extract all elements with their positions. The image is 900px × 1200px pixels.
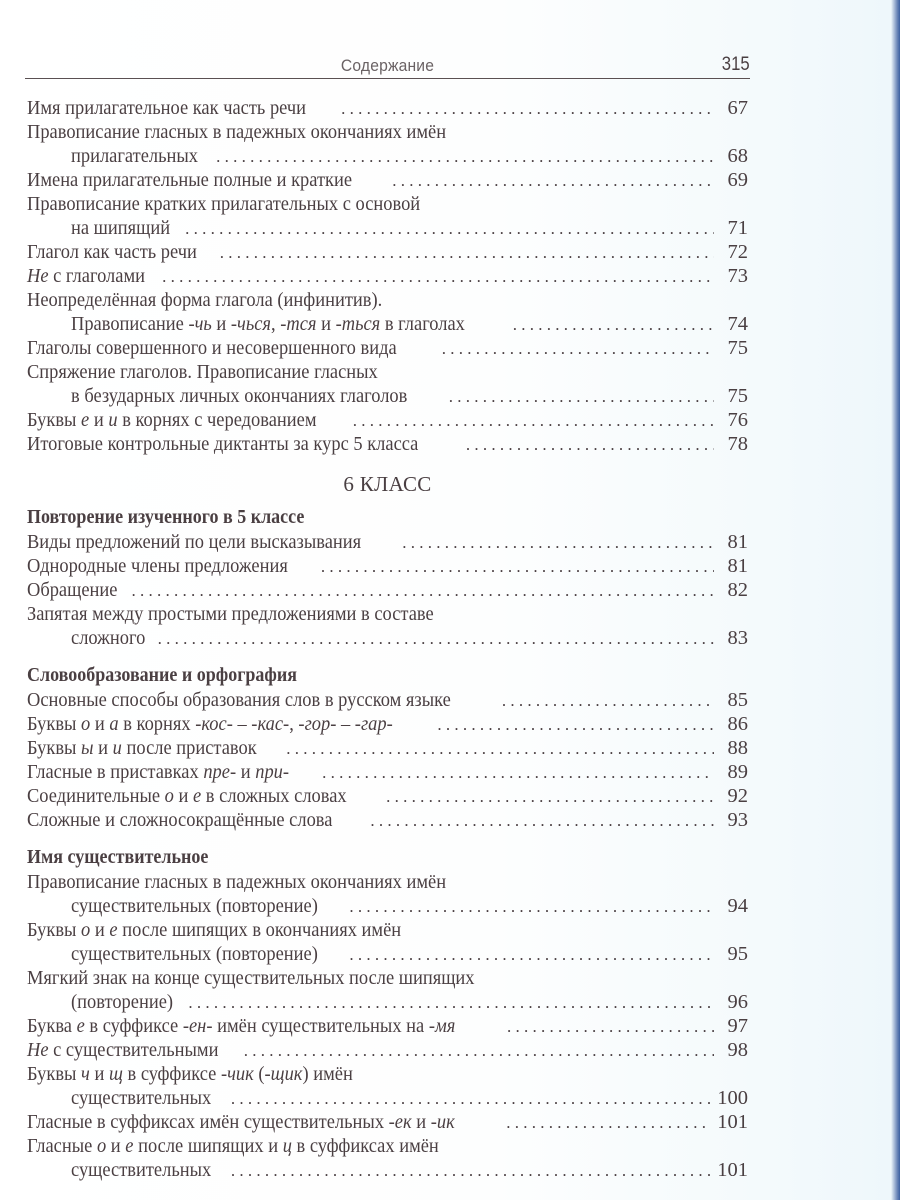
group-title: Повторение изученного в 5 классе — [27, 506, 305, 528]
toc-entry[interactable]: Гласные в приставках пре- и при- . . . 89 — [27, 760, 748, 784]
toc-entry[interactable]: Буква е в суффиксе -ен- имён существительных на -мя . . . 97 — [27, 1014, 748, 1038]
toc-entry-continuation[interactable]: существительных (повторение) . . . 95 — [27, 942, 748, 966]
toc-page-number: 101 — [717, 1159, 748, 1181]
running-header — [25, 52, 750, 79]
toc-entry[interactable]: Буквы о и е после шипящих в окончаниях имён — [27, 919, 402, 941]
toc-page-number: 101 — [717, 1111, 748, 1133]
toc-page-number: 93 — [727, 809, 748, 831]
toc-entry[interactable]: Глагол как часть речи . . . 72 — [27, 240, 748, 264]
dot-leader — [402, 531, 714, 555]
toc-entry-continuation[interactable]: существительных (повторение) . . . 94 — [27, 894, 748, 918]
dot-leader — [158, 627, 714, 651]
toc-entry[interactable]: Итоговые контрольные диктанты за курс 5 класса . . . 78 — [27, 432, 748, 456]
toc-entry[interactable]: Глаголы совершенного и несовершенного вида . . . 75 — [27, 336, 748, 360]
dot-leader — [162, 265, 714, 289]
toc-entry[interactable]: Сложные и сложносокращённые слова . . . 93 — [27, 808, 748, 832]
toc-page-number: 74 — [727, 313, 748, 335]
toc-page-number: 78 — [727, 433, 748, 455]
toc-entry-continuation[interactable]: существительных . . . 101 — [27, 1158, 748, 1182]
toc-page-number: 81 — [727, 555, 748, 577]
dot-leader — [353, 409, 714, 433]
toc-entry[interactable]: Неопределённая форма глагола (инфинитив). — [27, 289, 383, 311]
dot-leader — [132, 579, 714, 603]
toc-entry-continuation[interactable]: сложного . . . 83 — [27, 626, 748, 650]
dot-leader — [513, 313, 714, 337]
table-of-contents — [27, 96, 748, 1182]
toc-entry[interactable]: Соединительные о и е в сложных словах . . . 92 — [27, 784, 748, 808]
dot-leader — [231, 1087, 711, 1111]
toc-page-number: 82 — [727, 579, 748, 601]
toc-entry-continuation[interactable]: существительных . . . 100 — [27, 1086, 748, 1110]
dot-leader — [349, 943, 714, 967]
dot-leader — [188, 991, 714, 1015]
dot-leader — [286, 737, 714, 761]
toc-page-number: 71 — [727, 217, 748, 239]
toc-page-number: 97 — [727, 1015, 748, 1037]
page-number: 315 — [722, 54, 750, 75]
toc-entry[interactable]: Буквы ч и щ в суффиксе -чик (-щик) имён — [27, 1063, 353, 1085]
toc-page-number: 86 — [727, 713, 748, 735]
toc-entry-continuation[interactable]: Правописание -чь и -чься, -тся и -ться в глаголах . . . 74 — [27, 312, 748, 336]
toc-entry-continuation[interactable]: прилагательных . . . 68 — [27, 144, 748, 168]
group-title: Словообразование и орфография — [27, 664, 297, 686]
toc-entry[interactable]: Имена прилагательные полные и краткие . . . 69 — [27, 168, 748, 192]
dot-leader — [220, 241, 714, 265]
toc-page-number: 88 — [727, 737, 748, 759]
toc-entry[interactable]: Виды предложений по цели высказывания . . . 81 — [27, 530, 748, 554]
toc-entry[interactable]: Буквы ы и и после приставок . . . 88 — [27, 736, 748, 760]
section-title: 6 КЛАСС — [343, 472, 432, 496]
dot-leader — [386, 785, 714, 809]
dot-leader — [502, 689, 714, 713]
dot-leader — [341, 97, 714, 121]
toc-entry[interactable]: Имя прилагательное как часть речи . . . 67 — [27, 96, 748, 120]
toc-page-number: 75 — [727, 385, 748, 407]
toc-entry-continuation[interactable]: на шипящий . . . 71 — [27, 216, 748, 240]
toc-entry[interactable]: Буквы о и а в корнях -кос- – -кас-, -гор- – -гар- . . . 86 — [27, 712, 748, 736]
toc-page-number: 100 — [717, 1087, 748, 1109]
group-title: Имя существительное — [27, 846, 209, 868]
toc-entry[interactable]: Запятая между простыми предложениями в составе — [27, 603, 434, 625]
toc-page-number: 73 — [727, 265, 748, 287]
dot-leader — [321, 555, 714, 579]
toc-page-number: 96 — [727, 991, 748, 1013]
dot-leader — [349, 895, 714, 919]
toc-page-number: 75 — [727, 337, 748, 359]
toc-page-number: 95 — [727, 943, 748, 965]
dot-leader — [216, 145, 714, 169]
toc-entry[interactable]: Не с глаголами . . . 73 — [27, 264, 748, 288]
toc-page-number: 76 — [727, 409, 748, 431]
toc-entry-continuation[interactable]: (повторение) . . . 96 — [27, 990, 748, 1014]
dot-leader — [506, 1111, 711, 1135]
toc-entry-continuation[interactable]: в безударных личных окончаниях глаголов . . . 75 — [27, 384, 748, 408]
dot-leader — [437, 713, 714, 737]
toc-page-number: 69 — [727, 169, 748, 191]
toc-page-number: 72 — [727, 241, 748, 263]
dot-leader — [507, 1015, 714, 1039]
dot-leader — [392, 169, 714, 193]
toc-entry[interactable]: Гласные о и е после шипящих и ц в суффиксах имён — [27, 1135, 439, 1157]
toc-page-number: 85 — [727, 689, 748, 711]
toc-page-number: 81 — [727, 531, 748, 553]
toc-page-number: 94 — [727, 895, 748, 917]
toc-page-number: 98 — [727, 1039, 748, 1061]
running-title: Содержание — [340, 56, 435, 75]
dot-leader — [244, 1039, 714, 1063]
toc-entry[interactable]: Правописание кратких прилагательных с основой — [27, 193, 421, 215]
toc-entry[interactable]: Правописание гласных в падежных окончаниях имён — [27, 121, 447, 143]
toc-entry[interactable]: Правописание гласных в падежных окончаниях имён — [27, 871, 447, 893]
toc-entry[interactable]: Спряжение глаголов. Правописание гласных — [27, 361, 378, 383]
toc-entry[interactable]: Не с существительными . . . 98 — [27, 1038, 748, 1062]
dot-leader — [449, 385, 714, 409]
dot-leader — [370, 809, 714, 833]
dot-leader — [231, 1159, 711, 1183]
toc-entry[interactable]: Однородные члены предложения . . . 81 — [27, 554, 748, 578]
toc-page-number: 68 — [727, 145, 748, 167]
dot-leader — [185, 217, 714, 241]
dot-leader — [442, 337, 714, 361]
toc-entry[interactable]: Мягкий знак на конце существительных после шипящих — [27, 967, 475, 989]
toc-entry[interactable]: Обращение . . . 82 — [27, 578, 748, 602]
toc-entry[interactable]: Буквы е и и в корнях с чередованием . . . 76 — [27, 408, 748, 432]
toc-page-number: 89 — [727, 761, 748, 783]
dot-leader — [322, 761, 714, 785]
toc-page-number: 92 — [727, 785, 748, 807]
toc-entry[interactable]: Основные способы образования слов в русском языке . . . 85 — [27, 688, 748, 712]
toc-page-number: 67 — [727, 97, 748, 119]
toc-page-number: 83 — [727, 627, 748, 649]
dot-leader — [466, 433, 714, 457]
toc-entry[interactable]: Гласные в суффиксах имён существительных -ек и -ик . . . 101 — [27, 1110, 748, 1134]
